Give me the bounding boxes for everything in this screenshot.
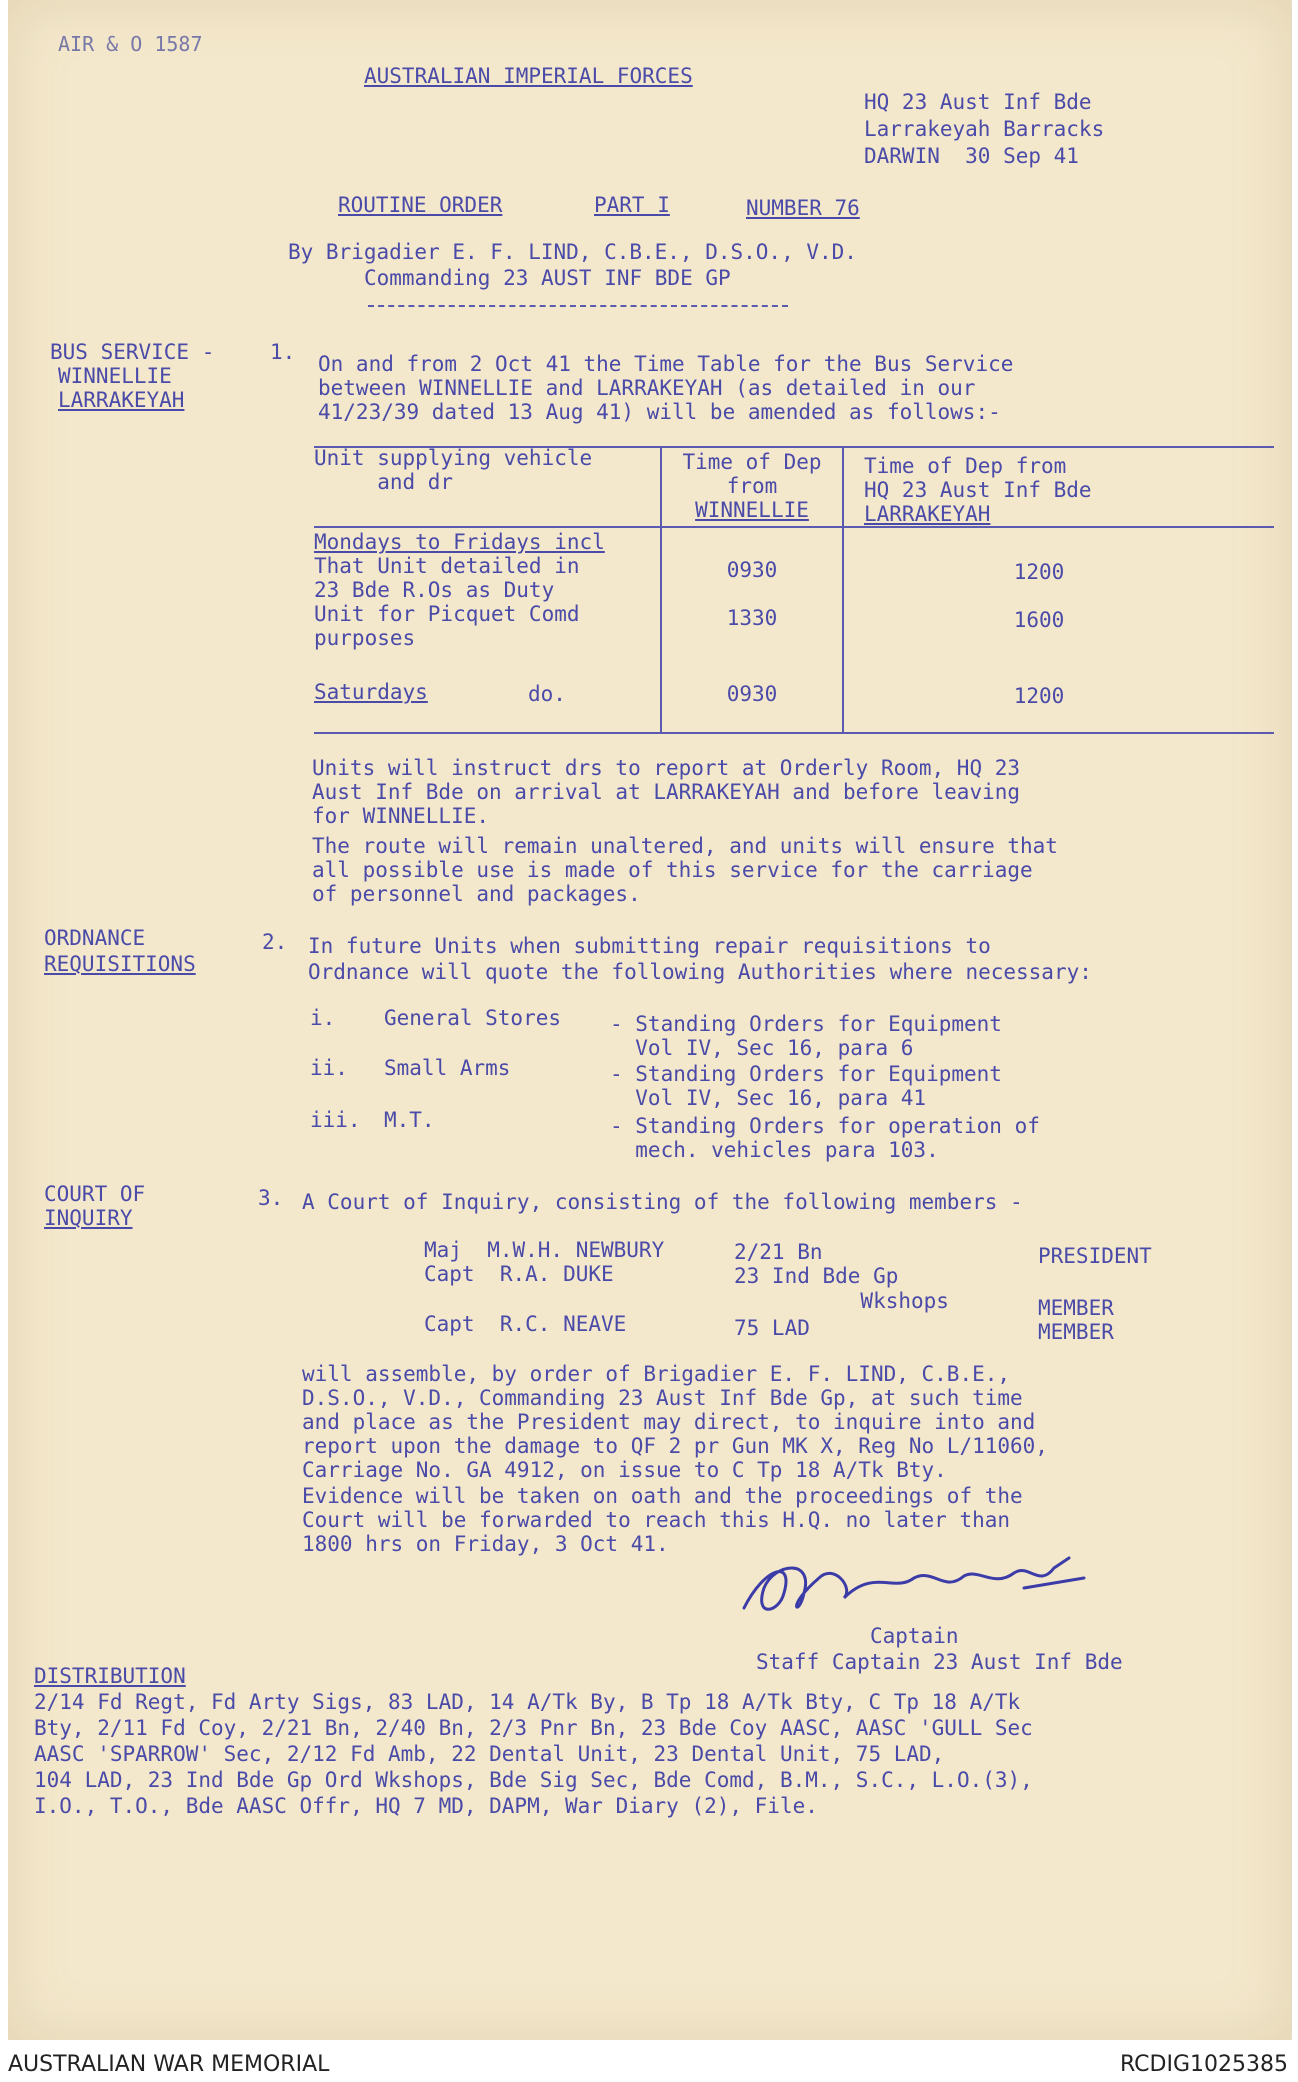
bus-after-4: The route will remain unaltered, and units will ensure that (312, 834, 1058, 858)
signatory-appointment: Staff Captain 23 Aust Inf Bde (756, 1650, 1123, 1674)
court-body-6: Evidence will be taken on oath and the proceedings of the (302, 1484, 1023, 1508)
court-item-number: 3. (258, 1186, 284, 1210)
bus-heading-2: WINNELLIE (58, 364, 172, 388)
table-bottom-rule (314, 732, 1274, 734)
part-label: PART I (594, 193, 670, 217)
hq-address-line-3: DARWIN 30 Sep 41 (864, 144, 1079, 168)
bus-after-1: Units will instruct drs to report at Orderly Room, HQ 23 (312, 756, 1021, 780)
unit-desc-1: That Unit detailed in (314, 554, 580, 578)
authority-i-text-1: - Standing Orders for Equipment (610, 1012, 1002, 1036)
distribution-line-5: I.O., T.O., Bde AASC Offr, HQ 7 MD, DAPM, War Diary (2), File. (34, 1794, 818, 1818)
member-2-unit: 23 Ind Bde Gp Wkshops (734, 1264, 949, 1313)
distribution-line-2: Bty, 2/11 Fd Coy, 2/21 Bn, 2/40 Bn, 2/3 Pnr Bn, 23 Bde Coy AASC, AASC 'GULL Sec (34, 1716, 1033, 1740)
row2-dep-winnellie: 1330 (726, 606, 778, 630)
unit-desc-3: Unit for Picquet Comd (314, 602, 580, 626)
bus-intro-1: On and from 2 Oct 41 the Time Table for the Bus Service (318, 352, 1014, 376)
court-body-4: report upon the damage to QF 2 pr Gun MK X, Reg No L/11060, (302, 1434, 1048, 1458)
authority-iii-numeral: iii. (310, 1108, 361, 1132)
th-larrakeyah-3: LARRAKEYAH (864, 502, 991, 526)
bus-after-2: Aust Inf Bde on arrival at LARRAKEYAH and before leaving (312, 780, 1021, 804)
hq-address-line-1: HQ 23 Aust Inf Bde (864, 90, 1092, 114)
member-3-name: Capt R.C. NEAVE (424, 1312, 627, 1336)
bus-heading-1: BUS SERVICE - (50, 340, 215, 364)
th-unit-2: and dr (314, 470, 454, 494)
court-heading-1: COURT OF (44, 1182, 146, 1206)
document-page (8, 0, 1292, 2040)
authority-ii-text-1: - Standing Orders for Equipment (610, 1062, 1002, 1086)
authority-ii-text-2: Vol IV, Sec 16, para 41 (610, 1086, 927, 1110)
authority-iii-text-1: - Standing Orders for operation of (610, 1114, 1040, 1138)
th-winnellie-1: Time of Dep (682, 450, 822, 474)
bus-after-6: of personnel and packages. (312, 882, 641, 906)
member-1-role: PRESIDENT (1038, 1244, 1152, 1268)
court-intro: A Court of Inquiry, consisting of the following members - (302, 1190, 1023, 1214)
member-1-name: Maj M.W.H. NEWBURY (424, 1238, 665, 1262)
th-larrakeyah-2: HQ 23 Aust Inf Bde (864, 478, 1092, 502)
distribution-heading: DISTRIBUTION (34, 1664, 186, 1688)
distribution-line-1: 2/14 Fd Regt, Fd Arty Sigs, 83 LAD, 14 A/Tk By, B Tp 18 A/Tk Bty, C Tp 18 A/Tk (34, 1690, 1021, 1714)
th-larrakeyah-1: Time of Dep from (864, 454, 1067, 478)
footer-institution: AUSTRALIAN WAR MEMORIAL (8, 2052, 330, 2077)
bus-heading-3: LARRAKEYAH (58, 388, 185, 412)
court-body-2: D.S.O., V.D., Commanding 23 Aust Inf Bde Gp, at such time (302, 1386, 1023, 1410)
ordnance-intro-2: Ordnance will quote the following Authorities where necessary: (308, 960, 1092, 984)
authority-iii-label: M.T. (384, 1108, 435, 1132)
ordnance-heading-1: ORDNANCE (44, 926, 146, 950)
distribution-line-3: AASC 'SPARROW' Sec, 2/12 Fd Amb, 22 Dental Unit, 23 Dental Unit, 75 LAD, (34, 1742, 945, 1766)
th-winnellie-2: from (726, 474, 778, 498)
bus-intro-3: 41/23/39 dated 13 Aug 41) will be amended as follows:- (318, 400, 1001, 424)
archive-footer (0, 2040, 1298, 2082)
signatory-rank: Captain (870, 1624, 959, 1648)
court-body-8: 1800 hrs on Friday, 3 Oct 41. (302, 1532, 669, 1556)
member-1-unit: 2/21 Bn (734, 1240, 823, 1264)
ordnance-heading-2: REQUISITIONS (44, 952, 196, 976)
row1-dep-winnellie: 0930 (726, 558, 778, 582)
authority-ii-numeral: ii. (310, 1056, 348, 1080)
mondays-label: Mondays to Fridays incl (314, 530, 605, 554)
authority-iii-text-2: mech. vehicles para 103. (610, 1138, 939, 1162)
unit-desc-2: 23 Bde R.Os as Duty (314, 578, 555, 602)
member-3-role: MEMBER (1038, 1320, 1114, 1344)
ordnance-intro-1: In future Units when submitting repair requisitions to (308, 934, 991, 958)
court-body-5: Carriage No. GA 4912, on issue to C Tp 18 A/Tk Bty. (302, 1458, 947, 1482)
court-body-1: will assemble, by order of Brigadier E. F. LIND, C.B.E., (302, 1362, 1011, 1386)
order-number: NUMBER 76 (746, 196, 860, 220)
dashed-divider (368, 305, 788, 307)
distribution-line-4: 104 LAD, 23 Ind Bde Gp Ord Wkshops, Bde Sig Sec, Bde Comd, B.M., S.C., L.O.(3), (34, 1768, 1033, 1792)
file-stamp: AIR & O 1587 (58, 32, 203, 56)
routine-order-label: ROUTINE ORDER (338, 193, 503, 217)
row3-dep-larrakeyah: 1200 (1013, 684, 1065, 708)
issuing-authority: By Brigadier E. F. LIND, C.B.E., D.S.O., V.D. (288, 240, 857, 264)
ordnance-item-number: 2. (262, 930, 288, 954)
commanding-line: Commanding 23 AUST INF BDE GP (364, 266, 731, 290)
row1-dep-larrakeyah: 1200 (1013, 560, 1065, 584)
bus-after-5: all possible use is made of this service for the carriage (312, 858, 1033, 882)
bus-after-3: for WINNELLIE. (312, 804, 490, 828)
bus-intro-2: between WINNELLIE and LARRAKEYAH (as detailed in our (318, 376, 976, 400)
authority-i-label: General Stores (384, 1006, 562, 1030)
authority-i-text-2: Vol IV, Sec 16, para 6 (610, 1036, 914, 1060)
member-3-unit: 75 LAD (734, 1316, 810, 1340)
member-2-role: MEMBER (1038, 1296, 1114, 1320)
court-body-3: and place as the President may direct, to inquire into and (302, 1410, 1036, 1434)
bus-item-number: 1. (270, 340, 296, 364)
row2-dep-larrakeyah: 1600 (1013, 608, 1065, 632)
member-2-name: Capt R.A. DUKE (424, 1262, 614, 1286)
footer-catalogue-id: RCDIG1025385 (1119, 2052, 1288, 2077)
document-title: AUSTRALIAN IMPERIAL FORCES (364, 64, 693, 88)
th-winnellie-3: WINNELLIE (695, 498, 809, 522)
court-body-7: Court will be forwarded to reach this H.Q. no later than (302, 1508, 1011, 1532)
row3-dep-winnellie: 0930 (726, 682, 778, 706)
saturdays-ditto: do. (528, 682, 566, 706)
hq-address-line-2: Larrakeyah Barracks (864, 117, 1105, 141)
handwritten-signature (724, 1548, 1134, 1628)
th-unit-1: Unit supplying vehicle (314, 446, 593, 470)
table-header-rule (314, 526, 1274, 528)
authority-i-numeral: i. (310, 1006, 336, 1030)
court-heading-2: INQUIRY (44, 1206, 133, 1230)
authority-ii-label: Small Arms (384, 1056, 511, 1080)
saturdays-label: Saturdays (314, 680, 428, 704)
bus-timetable (314, 446, 1274, 734)
unit-desc-4: purposes (314, 626, 416, 650)
